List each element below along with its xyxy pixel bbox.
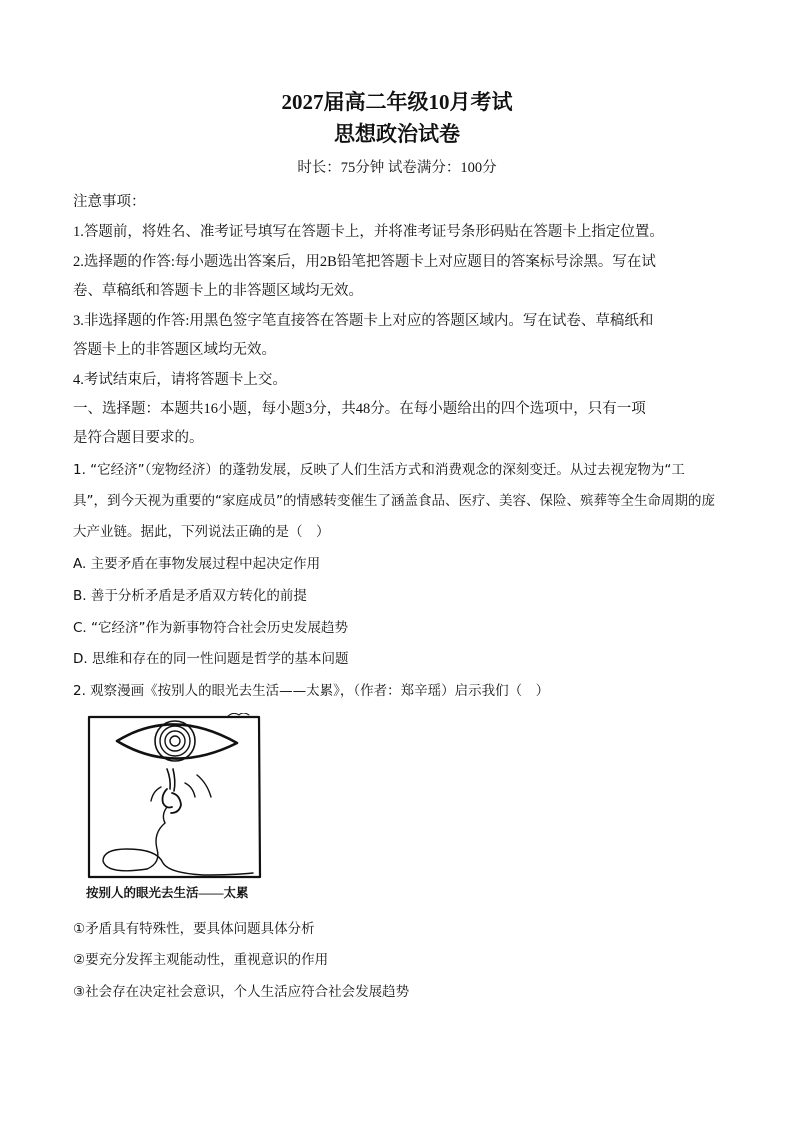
q2-statement-3: ③社会存在决定社会意识，个人生活应符合社会发展趋势 <box>73 984 410 1000</box>
exam-meta: 时长：75分钟 试卷满分：100分 <box>297 160 497 176</box>
q1-option-b: B. 善于分析矛盾是矛盾双方转化的前提 <box>73 588 307 604</box>
notice-heading: 注意事项： <box>73 194 146 210</box>
q2-stem: 2. 观察漫画《按别人的眼光去生活——太累》，（作者：郑辛瑶）启示我们（ ） <box>73 683 550 699</box>
notice-line: 4.考试结束后，请将答题卡上交。 <box>73 372 287 388</box>
section-heading-cont: 是符合题目要求的。 <box>73 430 204 446</box>
cartoon-illustration <box>87 713 262 880</box>
q1-stem-line: 具”，到今天视为重要的“家庭成员”的情感转变催生了涵盖食品、医疗、美容、保险、殡葬等全生命周期的庞 <box>73 493 715 509</box>
q1-stem-line: 大产业链。据此，下列说法正确的是（ ） <box>73 524 330 540</box>
notice-line: 1.答题前，将姓名、准考证号填写在答题卡上，并将准考证号条形码贴在答题卡上指定位置。 <box>73 224 664 240</box>
q1-option-c: C. “它经济”作为新事物符合社会历史发展趋势 <box>73 620 348 636</box>
q1-option-d: D. 思维和存在的同一性问题是哲学的基本问题 <box>73 651 349 667</box>
exam-title: 2027届高二年级10月考试 <box>281 90 513 114</box>
notice-line: 卷、草稿纸和答题卡上的非答题区域均无效。 <box>73 283 363 299</box>
exam-subject: 思想政治试卷 <box>334 122 460 146</box>
q1-option-a: A. 主要矛盾在事物发展过程中起决定作用 <box>73 556 321 572</box>
q2-statement-1: ①矛盾具有特殊性，要具体问题具体分析 <box>73 921 315 937</box>
notice-line: 答题卡上的非答题区域均无效。 <box>73 342 276 358</box>
notice-line: 2.选择题的作答:每小题选出答案后，用2B铅笔把答题卡上对应题目的答案标号涂黑。写在试 <box>73 254 656 270</box>
q2-statement-2: ②要充分发挥主观能动性，重视意识的作用 <box>73 952 329 968</box>
notice-line: 3.非选择题的作答:用黑色签字笔直接答在答题卡上对应的答题区域内。写在试卷、草稿纸和 <box>73 313 654 329</box>
cartoon-caption: 按别人的眼光去生活——太累 <box>86 886 249 900</box>
section-heading: 一、选择题：本题共16小题，每小题3分，共48分。在每小题给出的四个选项中，只有一项 <box>73 401 646 417</box>
q1-stem-line: 1. “它经济”（宠物经济）的蓬勃发展，反映了人们生活方式和消费观念的深刻变迁。从过去视宠物为“工 <box>73 462 685 478</box>
